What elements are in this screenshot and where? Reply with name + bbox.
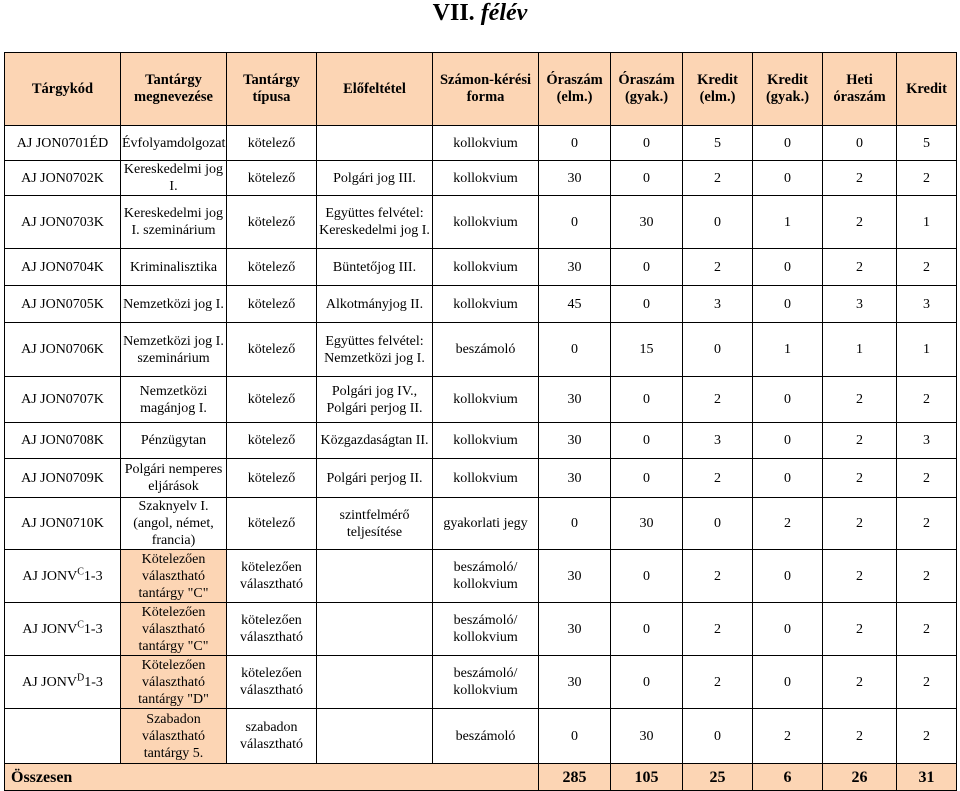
exam-cell: kollokvium [433, 249, 539, 286]
header-cell: Előfeltétel [317, 53, 433, 126]
k-gyak-cell: 0 [753, 377, 823, 423]
h-gyak-cell: 0 [611, 550, 683, 603]
h-elm-cell: 30 [539, 423, 611, 459]
prereq-cell: Büntetőjog III. [317, 249, 433, 286]
total-k-gyak: 6 [753, 764, 823, 791]
credit-cell: 5 [897, 126, 957, 161]
type-cell: kötelező [227, 323, 317, 377]
h-gyak-cell: 0 [611, 603, 683, 656]
k-elm-cell: 3 [683, 423, 753, 459]
table-row [5, 196, 957, 249]
total-k-elm: 25 [683, 764, 753, 791]
k-elm-cell: 0 [683, 498, 753, 550]
k-gyak-cell: 0 [753, 286, 823, 323]
k-gyak-cell: 2 [753, 709, 823, 764]
code-cell: AJ JON0703K [5, 196, 121, 249]
credit-cell: 2 [897, 656, 957, 709]
credit-cell: 1 [897, 323, 957, 377]
header-cell: Tárgykód [5, 53, 121, 126]
table-row [5, 286, 957, 323]
prereq-cell [317, 709, 433, 764]
k-elm-cell: 2 [683, 656, 753, 709]
type-cell: kötelező [227, 126, 317, 161]
type-cell: kötelező [227, 196, 317, 249]
h-elm-cell: 30 [539, 603, 611, 656]
prereq-cell [317, 126, 433, 161]
name-cell: Nemzetközi jog I. [121, 286, 227, 323]
h-elm-cell: 0 [539, 498, 611, 550]
h-gyak-cell: 0 [611, 286, 683, 323]
k-gyak-cell: 1 [753, 323, 823, 377]
exam-cell: beszámoló/ kollokvium [433, 550, 539, 603]
prereq-cell [317, 656, 433, 709]
k-elm-cell: 5 [683, 126, 753, 161]
exam-cell: kollokvium [433, 196, 539, 249]
exam-cell: kollokvium [433, 126, 539, 161]
code-cell: AJ JON0701ÉD [5, 126, 121, 161]
k-elm-cell: 2 [683, 161, 753, 196]
name-cell: Kriminalisztika [121, 249, 227, 286]
k-elm-cell: 2 [683, 603, 753, 656]
code-cell: AJ $JONV^C1-3$ [5, 603, 121, 656]
credit-cell: 3 [897, 286, 957, 323]
name-cell: Kereskedelmi jog I. szeminárium [121, 196, 227, 249]
weekly-cell: 2 [823, 656, 897, 709]
name-cell: Pénzügytan [121, 423, 227, 459]
exam-cell: kollokvium [433, 286, 539, 323]
type-cell: kötelezően választható [227, 550, 317, 603]
name-cell: Nemzetközi jog I. szeminárium [121, 323, 227, 377]
name-cell: Szabadon választható tantárgy 5. [121, 709, 227, 764]
weekly-cell: 2 [823, 709, 897, 764]
h-gyak-cell: 15 [611, 323, 683, 377]
table-row [5, 423, 957, 459]
type-cell: szabadon választható [227, 709, 317, 764]
h-elm-cell: 0 [539, 709, 611, 764]
name-cell: Évfolyamdolgozat [121, 126, 227, 161]
k-elm-cell: 0 [683, 709, 753, 764]
k-gyak-cell: 0 [753, 423, 823, 459]
h-elm-cell: 30 [539, 550, 611, 603]
name-cell: Kereskedelmi jog I. [121, 161, 227, 196]
weekly-cell: 0 [823, 126, 897, 161]
credit-cell: 2 [897, 377, 957, 423]
credit-cell: 2 [897, 550, 957, 603]
exam-cell: kollokvium [433, 377, 539, 423]
table-row [5, 323, 957, 377]
name-cell: Kötelezően választható tantárgy "C" [121, 550, 227, 603]
h-elm-cell: 30 [539, 249, 611, 286]
exam-cell: beszámoló [433, 323, 539, 377]
h-elm-cell: 0 [539, 323, 611, 377]
h-elm-cell: 45 [539, 286, 611, 323]
code-cell: AJ $JONV^C1-3$ [5, 550, 121, 603]
weekly-cell: 1 [823, 323, 897, 377]
credit-cell: 2 [897, 709, 957, 764]
credit-cell: 2 [897, 498, 957, 550]
table-row [5, 126, 957, 161]
elective-row [5, 550, 957, 603]
h-elm-cell: 30 [539, 656, 611, 709]
k-gyak-cell: 2 [753, 498, 823, 550]
credit-cell: 2 [897, 603, 957, 656]
weekly-cell: 2 [823, 196, 897, 249]
weekly-cell: 3 [823, 286, 897, 323]
k-gyak-cell: 0 [753, 249, 823, 286]
k-gyak-cell: 1 [753, 196, 823, 249]
header-cell: Számon-kérési forma [433, 53, 539, 126]
exam-cell: beszámoló/ kollokvium [433, 656, 539, 709]
k-gyak-cell: 0 [753, 126, 823, 161]
type-cell: kötelező [227, 161, 317, 196]
weekly-cell: 2 [823, 377, 897, 423]
prereq-cell: Együttes felvétel: Kereskedelmi jog I. [317, 196, 433, 249]
h-gyak-cell: 30 [611, 709, 683, 764]
header-cell: Tantárgy megnevezése [121, 53, 227, 126]
h-elm-cell: 30 [539, 459, 611, 498]
total-h-elm: 285 [539, 764, 611, 791]
type-cell: kötelezően választható [227, 603, 317, 656]
header-row [5, 53, 957, 126]
k-gyak-cell: 0 [753, 550, 823, 603]
prereq-cell: Alkotmányjog II. [317, 286, 433, 323]
prereq-cell [317, 550, 433, 603]
table-row [5, 498, 957, 550]
name-cell: Kötelezően választható tantárgy "C" [121, 603, 227, 656]
type-cell: kötelezően választható [227, 656, 317, 709]
type-cell: kötelező [227, 459, 317, 498]
h-gyak-cell: 0 [611, 377, 683, 423]
k-elm-cell: 2 [683, 459, 753, 498]
total-h-gyak: 105 [611, 764, 683, 791]
page-title [0, 0, 960, 42]
h-gyak-cell: 30 [611, 498, 683, 550]
k-elm-cell: 3 [683, 286, 753, 323]
credit-cell: 3 [897, 423, 957, 459]
elective-row [5, 709, 957, 764]
type-cell: kötelező [227, 377, 317, 423]
exam-cell: beszámoló/ kollokvium [433, 603, 539, 656]
code-cell: AJ JON0704K [5, 249, 121, 286]
exam-cell: gyakorlati jegy [433, 498, 539, 550]
code-cell: AJ $JONV^D1-3$ [5, 656, 121, 709]
prereq-cell: szintfelmérő teljesítése [317, 498, 433, 550]
type-cell: kötelező [227, 423, 317, 459]
k-gyak-cell: 0 [753, 459, 823, 498]
prereq-cell: Együttes felvétel: Nemzetközi jog I. [317, 323, 433, 377]
table-row [5, 161, 957, 196]
title-main: VII. [432, 0, 475, 26]
header-cell: Kredit (elm.) [683, 53, 753, 126]
exam-cell: kollokvium [433, 423, 539, 459]
k-gyak-cell: 0 [753, 656, 823, 709]
table-row [5, 459, 957, 498]
h-gyak-cell: 30 [611, 196, 683, 249]
h-gyak-cell: 0 [611, 126, 683, 161]
h-gyak-cell: 0 [611, 656, 683, 709]
header-cell: Óraszám (elm.) [539, 53, 611, 126]
code-cell: AJ JON0708K [5, 423, 121, 459]
code-cell: AJ JON0710K [5, 498, 121, 550]
k-gyak-cell: 0 [753, 603, 823, 656]
elective-row [5, 603, 957, 656]
exam-cell: kollokvium [433, 459, 539, 498]
table-row [5, 249, 957, 286]
code-cell [5, 709, 121, 764]
credit-cell: 2 [897, 459, 957, 498]
name-cell: Nemzetközi magánjog I. [121, 377, 227, 423]
credit-cell: 2 [897, 161, 957, 196]
prereq-cell [317, 603, 433, 656]
exam-cell: kollokvium [433, 161, 539, 196]
k-elm-cell: 0 [683, 323, 753, 377]
k-elm-cell: 2 [683, 249, 753, 286]
k-gyak-cell: 0 [753, 161, 823, 196]
h-elm-cell: 0 [539, 126, 611, 161]
elective-row [5, 656, 957, 709]
table-row [5, 377, 957, 423]
type-cell: kötelező [227, 286, 317, 323]
totals-row [5, 764, 957, 791]
totals-label: Összesen [5, 764, 539, 791]
h-gyak-cell: 0 [611, 459, 683, 498]
header-cell: Óraszám (gyak.) [611, 53, 683, 126]
weekly-cell: 2 [823, 459, 897, 498]
h-gyak-cell: 0 [611, 249, 683, 286]
h-gyak-cell: 0 [611, 423, 683, 459]
curriculum-table [4, 52, 957, 791]
weekly-cell: 2 [823, 249, 897, 286]
type-cell: kötelező [227, 249, 317, 286]
k-elm-cell: 2 [683, 550, 753, 603]
type-cell: kötelező [227, 498, 317, 550]
code-cell: AJ JON0705K [5, 286, 121, 323]
code-cell: AJ JON0709K [5, 459, 121, 498]
total-credit: 31 [897, 764, 957, 791]
credit-cell: 1 [897, 196, 957, 249]
name-cell: Szaknyelv I. (angol, német, francia) [121, 498, 227, 550]
code-cell: AJ JON0706K [5, 323, 121, 377]
k-elm-cell: 0 [683, 196, 753, 249]
header-cell: Kredit (gyak.) [753, 53, 823, 126]
name-cell: Polgári nemperes eljárások [121, 459, 227, 498]
weekly-cell: 2 [823, 423, 897, 459]
credit-cell: 2 [897, 249, 957, 286]
weekly-cell: 2 [823, 550, 897, 603]
name-cell: Kötelezően választható tantárgy "D" [121, 656, 227, 709]
h-gyak-cell: 0 [611, 161, 683, 196]
code-cell: AJ JON0702K [5, 161, 121, 196]
total-weekly: 26 [823, 764, 897, 791]
h-elm-cell: 30 [539, 161, 611, 196]
weekly-cell: 2 [823, 161, 897, 196]
prereq-cell: Polgári jog III. [317, 161, 433, 196]
weekly-cell: 2 [823, 603, 897, 656]
h-elm-cell: 0 [539, 196, 611, 249]
h-elm-cell: 30 [539, 377, 611, 423]
code-cell: AJ JON0707K [5, 377, 121, 423]
k-elm-cell: 2 [683, 377, 753, 423]
prereq-cell: Polgári perjog II. [317, 459, 433, 498]
exam-cell: beszámoló [433, 709, 539, 764]
header-cell: Heti óraszám [823, 53, 897, 126]
prereq-cell: Közgazdaságtan II. [317, 423, 433, 459]
prereq-cell: Polgári jog IV., Polgári perjog II. [317, 377, 433, 423]
title-italic: félév [480, 0, 528, 26]
weekly-cell: 2 [823, 498, 897, 550]
header-cell: Kredit [897, 53, 957, 126]
header-cell: Tantárgy típusa [227, 53, 317, 126]
